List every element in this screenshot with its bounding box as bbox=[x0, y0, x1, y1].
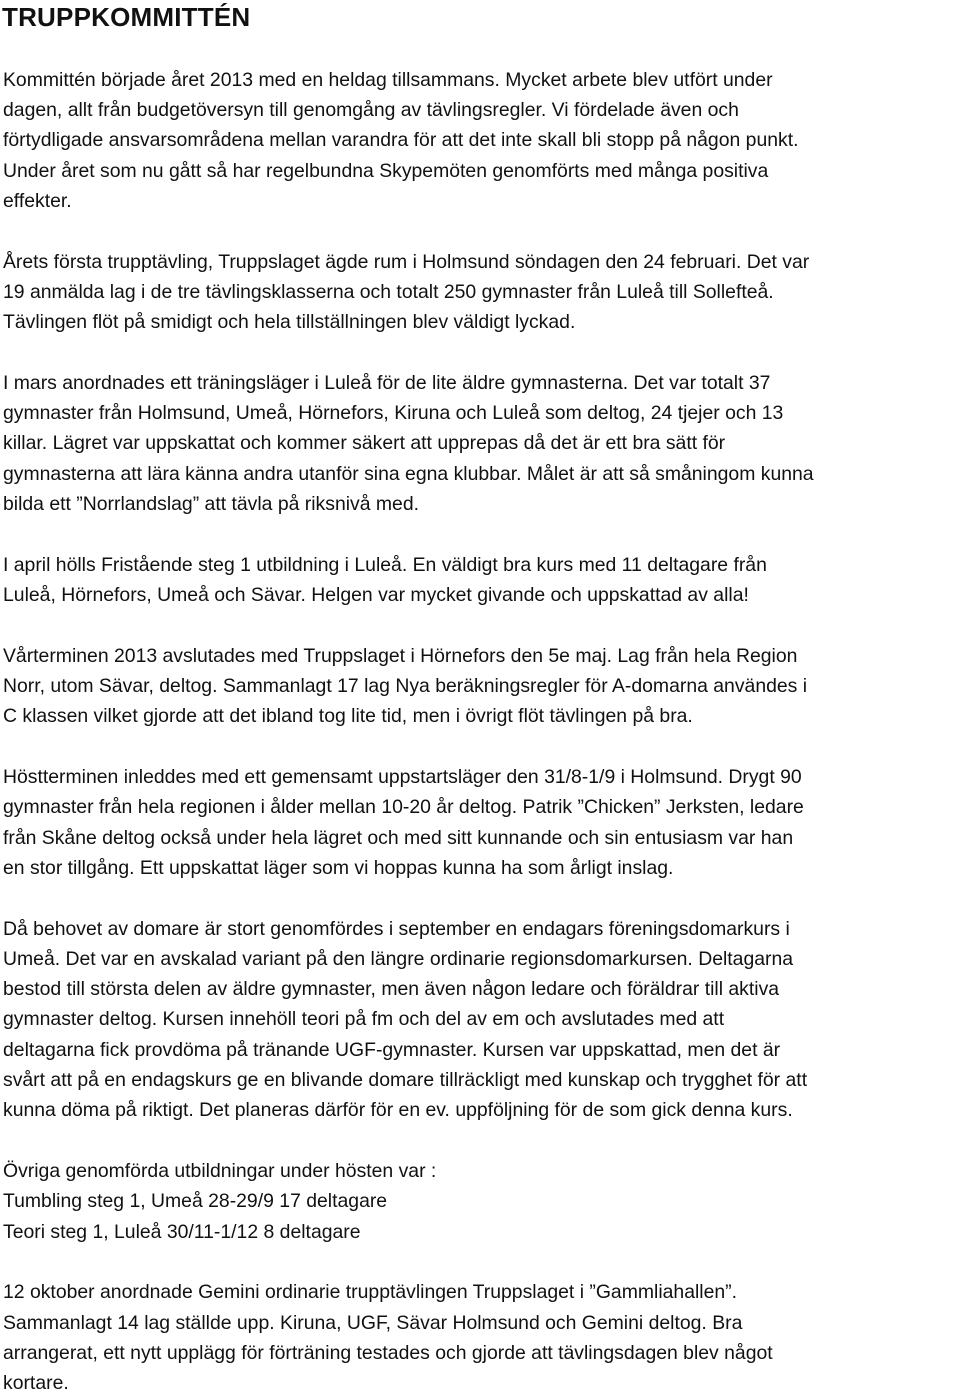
text-line: Då behovet av domare är stort genomfördes i september en endagars föreningsdomarkurs i bbox=[3, 918, 790, 940]
text-line: Övriga genomförda utbildningar under hösten var : bbox=[3, 1160, 437, 1182]
text-line: C klassen vilket gjorde att det ibland tog lite tid, men i övrigt flöt tävlingen på bra. bbox=[3, 705, 693, 727]
text-line: Vårterminen 2013 avslutades med Truppslaget i Hörnefors den 5e maj. Lag från hela Region bbox=[3, 645, 798, 667]
text-line: gymnaster från hela regionen i ålder mellan 10-20 år deltog. Patrik ”Chicken” Jerksten, ledare bbox=[3, 796, 804, 818]
text-line: arrangerat, ett nytt upplägg för förträning testades och gjorde att tävlingsdagen blev något bbox=[3, 1342, 773, 1364]
text-line: dagen, allt från budgetöversyn till genomgång av tävlingsregler. Vi fördelade även och bbox=[3, 99, 739, 121]
text-line: deltagarna fick provdöma på tränande UGF-gymnaster. Kursen var uppskattad, men det är bbox=[3, 1039, 781, 1061]
text-line: Tävlingen flöt på smidigt och hela tillställningen blev väldigt lyckad. bbox=[3, 311, 576, 333]
text-line: Norr, utom Sävar, deltog. Sammanlagt 17 lag Nya beräkningsregler för A-domarna användes i bbox=[3, 675, 808, 697]
text-line: svårt att på en endagskurs ge en blivande domare tillräckligt med kunskap och trygghet för att bbox=[3, 1069, 808, 1091]
text-line: 12 oktober anordnade Gemini ordinarie trupptävlingen Truppslaget i ”Gammliahallen”. bbox=[3, 1281, 738, 1303]
text-line: 19 anmälda lag i de tre tävlingsklasserna och totalt 250 gymnaster från Luleå till Sollefteå. bbox=[3, 281, 774, 303]
text-line: gymnasterna att lära känna andra utanför sina egna klubbar. Målet är att så småningom kunna bbox=[3, 463, 814, 485]
text-line: I april hölls Fristående steg 1 utbildning i Luleå. En väldigt bra kurs med 11 deltagare från bbox=[3, 554, 767, 576]
text-line: effekter. bbox=[3, 190, 72, 212]
text-line: Tumbling steg 1, Umeå 28-29/9 17 deltagare bbox=[3, 1190, 388, 1212]
page-title: TRUPPKOMMITTÉN bbox=[2, 2, 251, 32]
text-line: Teori steg 1, Luleå 30/11-1/12 8 deltagare bbox=[3, 1221, 361, 1243]
text-line: killar. Lägret var uppskattat och kommer säkert att upprepas då det är ett bra sätt för bbox=[3, 432, 726, 454]
text-line: gymnaster från Holmsund, Umeå, Hörnefors, Kiruna och Luleå som deltog, 24 tjejer och 13 bbox=[3, 402, 784, 424]
text-line: I mars anordnades ett träningsläger i Luleå för de lite äldre gymnasterna. Det var totalt 37 bbox=[3, 372, 771, 394]
text-line: Luleå, Hörnefors, Umeå och Sävar. Helgen var mycket givande och uppskattad av alla! bbox=[3, 584, 749, 606]
text-line: bestod till största delen av äldre gymnaster, men även någon ledare och föräldrar till aktiva bbox=[3, 978, 780, 1000]
text-line: Under året som nu gått så har regelbundna Skypemöten genomförts med många positiva bbox=[3, 160, 769, 182]
text-line: kunna döma på riktigt. Det planeras därför för en ev. uppföljning för de som gick denna kurs. bbox=[3, 1099, 793, 1121]
text-line: kortare. bbox=[3, 1372, 69, 1394]
text-line: Årets första trupptävling, Truppslaget ägde rum i Holmsund söndagen den 24 februari. Det var bbox=[3, 251, 810, 273]
text-line: en stor tillgång. Ett uppskattat läger som vi hoppas kunna ha som årligt inslag. bbox=[3, 857, 674, 879]
text-line: Umeå. Det var en avskalad variant på den längre ordinarie regionsdomarkursen. Deltagarna bbox=[3, 948, 794, 970]
text-line: från Skåne deltog också under hela lägret och med sitt kunnande och sin entusiasm var han bbox=[3, 827, 794, 849]
text-line: Sammanlagt 14 lag ställde upp. Kiruna, UGF, Sävar Holmsund och Gemini deltog. Bra bbox=[3, 1312, 743, 1334]
text-line: bilda ett ”Norrlandslag” att tävla på riksnivå med. bbox=[3, 493, 420, 515]
text-line: Kommittén började året 2013 med en heldag tillsammans. Mycket arbete blev utfört under bbox=[3, 69, 773, 91]
text-line: förtydligade ansvarsområdena mellan varandra för att det inte skall bli stopp på någon punkt. bbox=[3, 129, 799, 151]
text-line: gymnaster deltog. Kursen innehöll teori på fm och del av em och avslutades med att bbox=[3, 1008, 725, 1030]
text-line: Höstterminen inleddes med ett gemensamt uppstartsläger den 31/8-1/9 i Holmsund. Drygt 90 bbox=[3, 766, 802, 788]
